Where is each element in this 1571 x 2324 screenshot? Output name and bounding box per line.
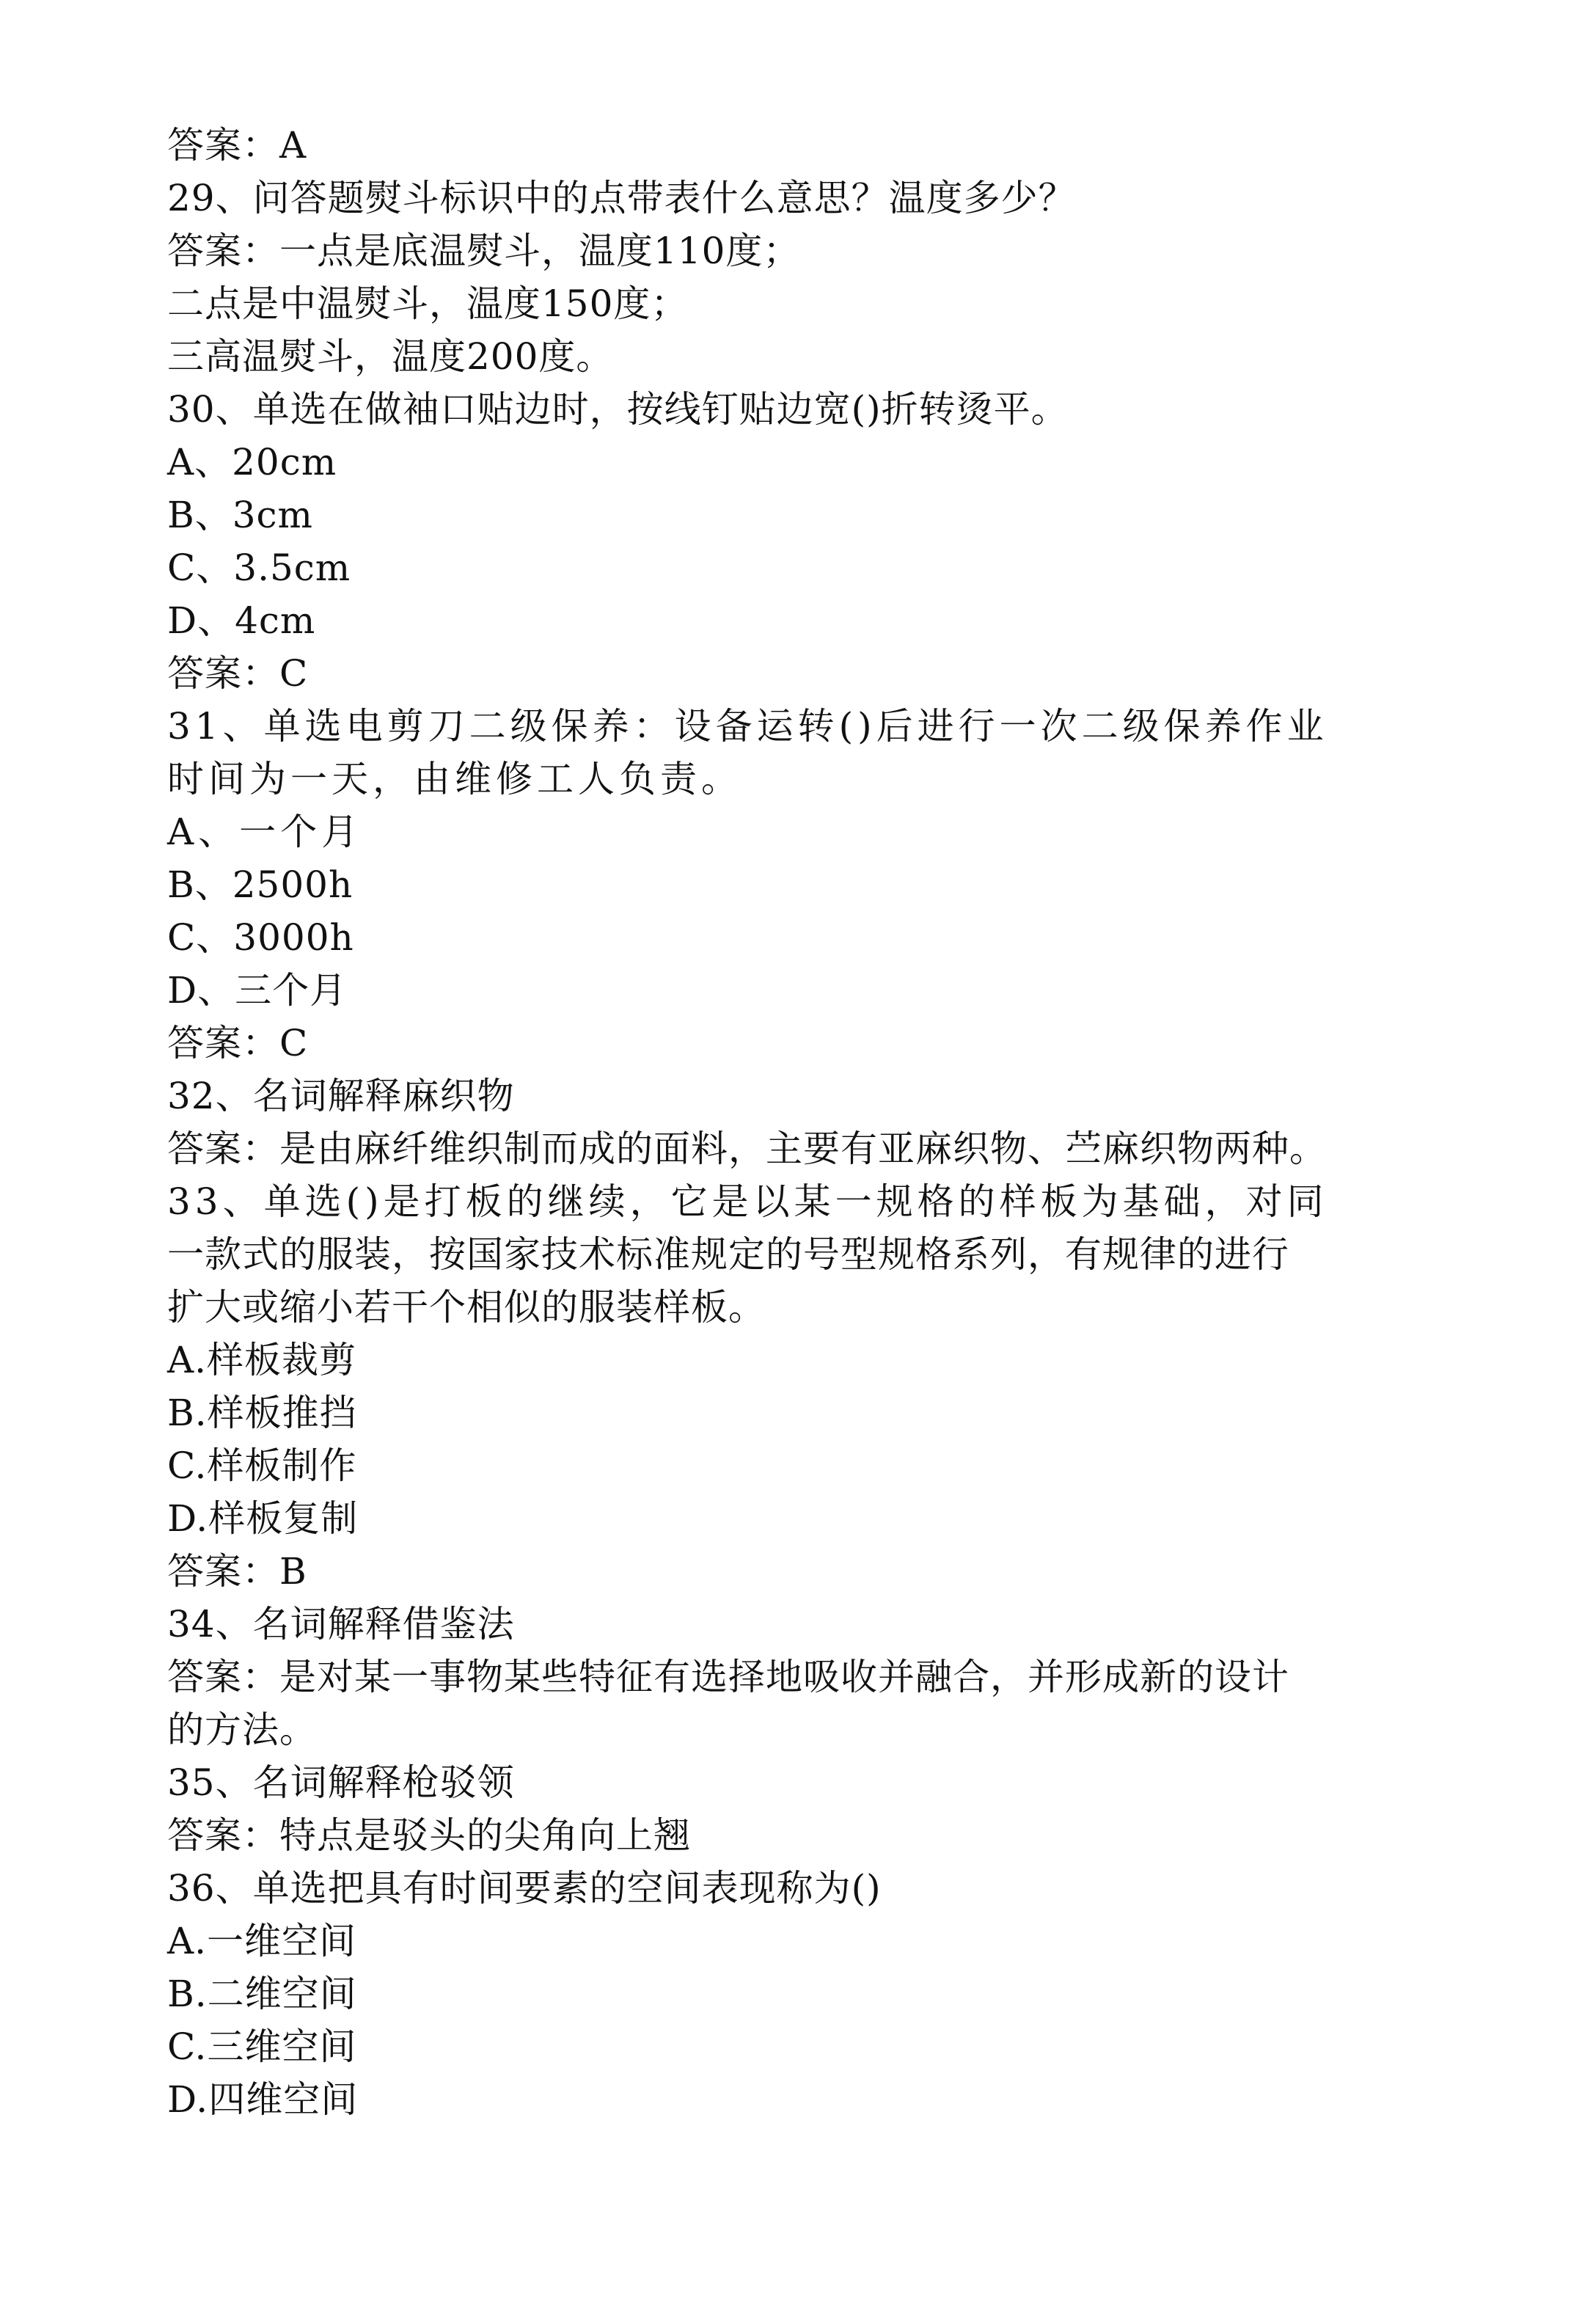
option-36-a: A.一维空间 [167,1920,357,1962]
question-33-line-3: 扩大或缩小若干个相似的服装样板。 [167,1286,766,1329]
answer-30: 答案：C [167,652,309,695]
answer-32: 答案：是由麻纤维织制而成的面料，主要有亚麻织物、苎麻织物两种。 [167,1128,1327,1170]
answer-29-line-1: 答案：一点是底温熨斗，温度110度； [167,230,801,272]
answer-33: 答案：B [167,1550,307,1593]
question-35: 35、名词解释枪驳领 [167,1761,515,1804]
option-33-b: B.样板推挡 [167,1392,357,1434]
option-36-c: C.三维空间 [167,2025,357,2068]
answer-34-line-2: 的方法。 [167,1709,317,1751]
answer-31: 答案：C [167,1022,309,1064]
question-30: 30、单选在做袖口贴边时，按线钉贴边宽()折转烫平。 [167,388,1069,431]
document-body [167,119,1414,2126]
option-33-a: A.样板裁剪 [167,1339,357,1381]
option-31-a: A、一个月 [167,811,363,853]
option-31-d: D、三个月 [167,969,348,1012]
option-31-c: C、3000h [167,916,354,959]
option-33-c: C.样板制作 [167,1444,357,1487]
question-31-line-1: 31、单选电剪刀二级保养：设备运转()后进行一次二级保养作业 [167,705,1328,748]
option-33-d: D.样板复制 [167,1497,359,1540]
answer-34-line-1: 答案：是对某一事物某些特征有选择地吸收并融合，并形成新的设计 [167,1656,1289,1698]
answer-29-line-2: 二点是中温熨斗，温度150度； [167,282,689,325]
answer-28: 答案：A [167,124,307,167]
option-36-b: B.二维空间 [167,1973,357,2015]
option-31-b: B、2500h [167,863,354,906]
question-36: 36、单选把具有时间要素的空间表现称为() [167,1867,882,1910]
question-29: 29、问答题熨斗标识中的点带表什么意思？温度多少？ [167,177,1076,219]
option-30-a: A、20cm [167,441,337,483]
question-33-line-2: 一款式的服装，按国家技术标准规定的号型规格系列，有规律的进行 [167,1233,1289,1276]
answer-29-line-3: 三高温熨斗，温度200度。 [167,335,614,378]
question-32: 32、名词解释麻织物 [167,1075,515,1117]
option-30-b: B、3cm [167,494,313,536]
question-31-line-2: 时间为一天，由维修工人负责。 [167,758,742,800]
option-36-d: D.四维空间 [167,2078,359,2121]
option-30-c: C、3.5cm [167,547,351,589]
answer-35: 答案：特点是驳头的尖角向上翘 [167,1814,691,1857]
option-30-d: D、4cm [167,599,316,642]
question-34: 34、名词解释借鉴法 [167,1603,515,1645]
question-33-line-1: 33、单选()是打板的继续，它是以某一规格的样板为基础，对同 [167,1180,1328,1223]
